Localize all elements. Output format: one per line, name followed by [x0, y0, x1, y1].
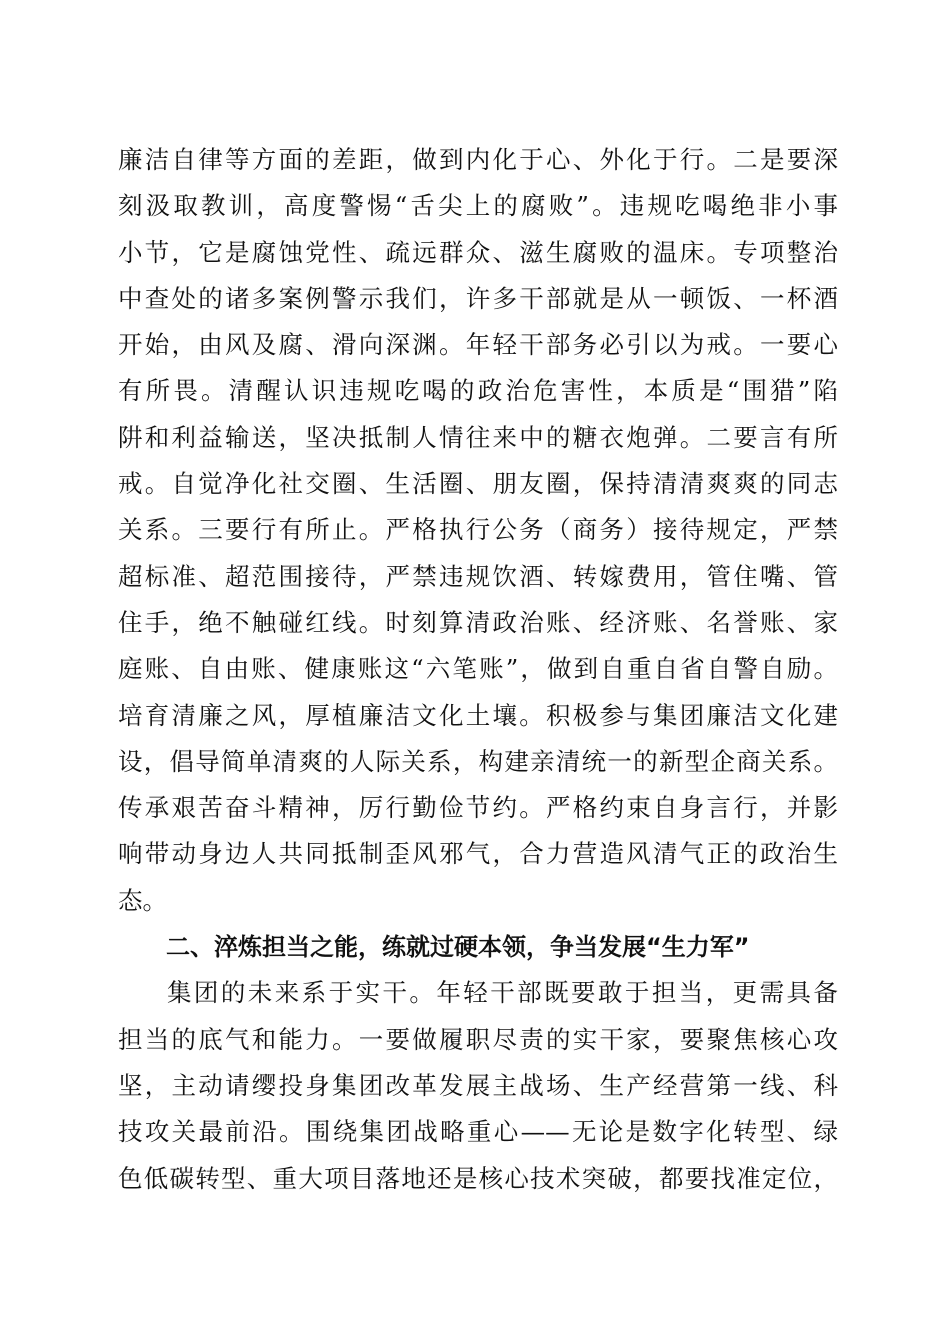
body-text: [118, 137, 838, 1202]
text-line: 有所畏。清醒认识违规吃喝的政治危害性，本质是“围猎”陷: [118, 376, 838, 406]
text-line: 超标准、超范围接待，严禁违规饮酒、转嫁费用，管住嘴、管: [118, 561, 838, 591]
text-line: 色低碳转型、重大项目落地还是核心技术突破，都要找准定位，: [118, 1163, 838, 1193]
text-line: 坚，主动请缨投身集团改革发展主战场、生产经营第一线、科: [118, 1070, 838, 1100]
text-line: 廉洁自律等方面的差距，做到内化于心、外化于行。二是要深: [118, 145, 838, 174]
text-line: 态。: [118, 885, 167, 915]
text-line: 技攻关最前沿。围绕集团战略重心——无论是数字化转型、绿: [118, 1117, 838, 1147]
text-line: 设，倡导简单清爽的人际关系，构建亲清统一的新型企商关系。: [118, 746, 838, 776]
text-line: 住手，绝不触碰红线。时刻算清政治账、经济账、名誉账、家: [118, 607, 838, 637]
text-line: 担当的底气和能力。一要做履职尽责的实干家，要聚焦核心攻: [118, 1024, 838, 1054]
text-line: 阱和利益输送，坚决抵制人情往来中的糖衣炮弹。二要言有所: [118, 422, 838, 452]
text-line: 响带动身边人共同抵制歪风邪气，合力营造风清气正的政治生: [118, 839, 838, 869]
text-line: 培育清廉之风，厚植廉洁文化土壤。积极参与集团廉洁文化建: [118, 700, 838, 730]
text-line: 开始，由风及腐、滑向深渊。年轻干部务必引以为戒。一要心: [118, 330, 838, 360]
text-line: 庭账、自由账、健康账这“六笔账”，做到自重自省自警自励。: [118, 654, 838, 684]
text-line: 刻汲取教训，高度警惕“舌尖上的腐败”。违规吃喝绝非小事: [118, 191, 838, 221]
text-line: 小节，它是腐蚀党性、疏远群众、滋生腐败的温床。专项整治: [118, 237, 838, 267]
text-line: 中查处的诸多案例警示我们，许多干部就是从一顿饭、一杯酒: [118, 283, 838, 313]
text-line: 关系。三要行有所止。严格执行公务（商务）接待规定，严禁: [118, 515, 838, 545]
text-line: 传承艰苦奋斗精神，厉行勤俭节约。严格约束自身言行，并影: [118, 793, 838, 823]
text-line: 戒。自觉净化社交圈、生活圈、朋友圈，保持清清爽爽的同志: [118, 469, 838, 499]
section-heading: 二、淬炼担当之能，练就过硬本领，争当发展“生力军”: [166, 933, 750, 962]
text-line: 集团的未来系于实干。年轻干部既要敢于担当，更需具备: [167, 978, 838, 1008]
